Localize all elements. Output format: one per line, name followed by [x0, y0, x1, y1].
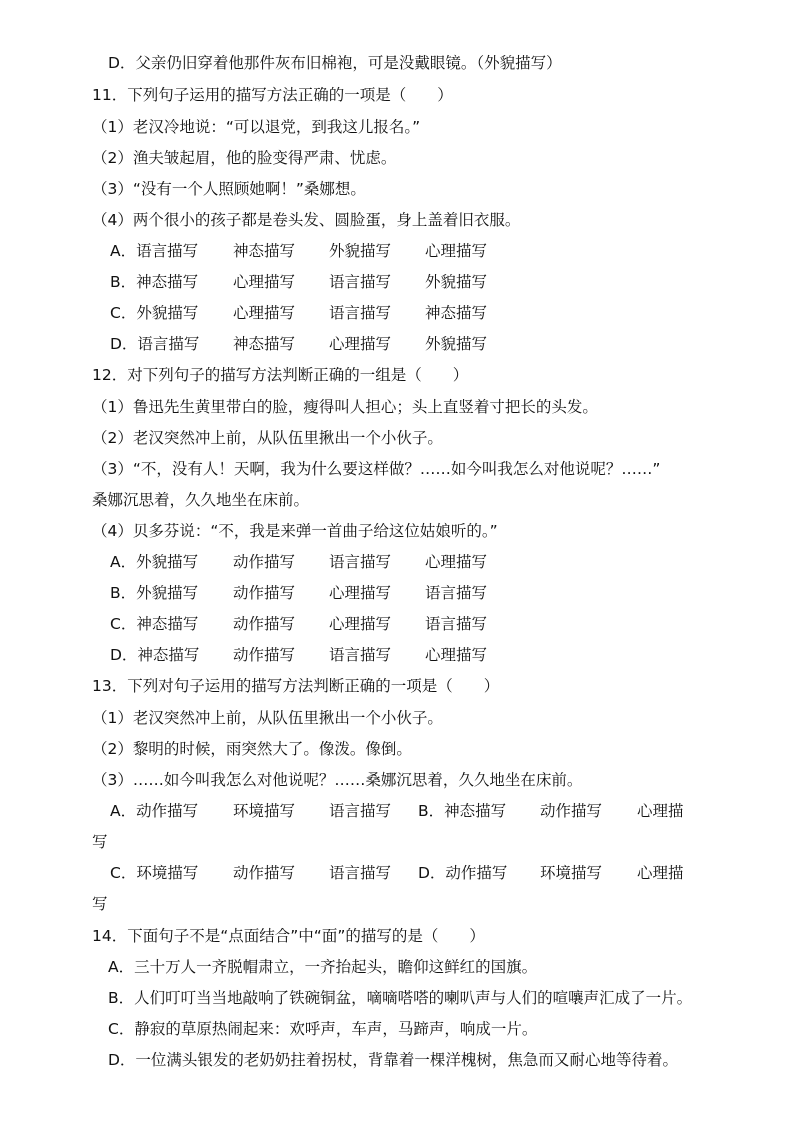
q13-sentence-1: （1）老汉突然冲上前，从队伍里揪出一个小伙子。 — [92, 709, 443, 727]
option-cell: C．外貌描写 — [110, 304, 199, 322]
question-11-stem: 11．下列句子运用的描写方法正确的一项是（ ） — [92, 86, 453, 104]
option-cell: 动作描写 — [540, 802, 603, 820]
option-cell: 语言描写 — [329, 646, 392, 664]
q12-sentence-3: （3）“不，没有人！天啊，我为什么要这样做？……如今叫我怎么对他说呢？……” — [92, 460, 661, 478]
option-cell: 语言描写 — [329, 553, 392, 571]
option-cell: C．环境描写 — [110, 864, 199, 882]
q11-sentence-1: （1）老汉冷地说：“可以退党，到我这儿报名。” — [92, 118, 421, 136]
question-12-stem: 12．对下列句子的描写方法判断正确的一组是（ ） — [92, 366, 469, 384]
option-cell: 语言描写 — [329, 304, 392, 322]
option-cell: 动作描写 — [233, 615, 296, 633]
q11-sentence-2: （2）渔夫皱起眉，他的脸变得严肃、忧虑。 — [92, 149, 397, 167]
option-cell: 外貌描写 — [329, 242, 392, 260]
q12-sentence-1: （1）鲁迅先生黄里带白的脸，瘦得叫人担心；头上直竖着寸把长的头发。 — [92, 398, 598, 416]
option-cell: 神态描写 — [233, 242, 296, 260]
option-cell: B．外貌描写 — [110, 584, 199, 602]
question-13-stem: 13．下列对句子运用的描写方法判断正确的一项是（ ） — [92, 677, 500, 695]
q14-option-a[interactable]: A．三十万人一齐脱帽肃立，一齐抬起头，瞻仰这鲜红的国旗。 — [108, 958, 538, 976]
option-cell: 环境描写 — [233, 802, 296, 820]
option-cell: C．神态描写 — [110, 615, 199, 633]
option-cell: 心理描写 — [329, 584, 392, 602]
option-cell: D．神态描写 — [110, 646, 200, 664]
option-wrap-text: 写 — [92, 895, 108, 913]
option-cell: 心理描写 — [233, 273, 296, 291]
q12-sentence-3-cont: 桑娜沉思着，久久地坐在床前。 — [92, 491, 310, 509]
option-cell: 语言描写 — [329, 802, 392, 820]
option-d-line: D．父亲仍旧穿着他那件灰布旧棉袍，可是没戴眼镜。（外貌描写） — [108, 54, 562, 72]
q12-sentence-4: （4）贝多芬说：“不，我是来弹一首曲子给这位姑娘听的。” — [92, 522, 498, 540]
option-cell: D．语言描写 — [110, 335, 200, 353]
option-cell: D．动作描写 — [418, 864, 508, 882]
option-cell: 语言描写 — [425, 615, 488, 633]
option-cell: A．动作描写 — [110, 802, 199, 820]
option-cell: 神态描写 — [425, 304, 488, 322]
question-14-stem: 14．下面句子不是“点面结合”中“面”的描写的是（ ） — [92, 927, 485, 945]
option-cell: 心理描 — [637, 802, 684, 820]
q14-option-b[interactable]: B．人们叮叮当当地敲响了铁碗铜盆，嘀嘀嗒嗒的喇叭声与人们的喧嚷声汇成了一片。 — [108, 989, 693, 1007]
option-cell: 外貌描写 — [425, 273, 488, 291]
option-cell: 语言描写 — [425, 584, 488, 602]
option-cell: 动作描写 — [233, 553, 296, 571]
q14-option-d[interactable]: D．一位满头银发的老奶奶拄着拐杖，背靠着一棵洋槐树，焦急而又耐心地等待着。 — [108, 1051, 678, 1069]
option-cell: 语言描写 — [329, 273, 392, 291]
q12-sentence-2: （2）老汉突然冲上前，从队伍里揪出一个小伙子。 — [92, 429, 443, 447]
option-cell: 心理描 — [637, 864, 684, 882]
q11-sentence-4: （4）两个很小的孩子都是卷头发、圆脸蛋，身上盖着旧衣服。 — [92, 211, 521, 229]
q13-sentence-2: （2）黎明的时候，雨突然大了。像泼。像倒。 — [92, 740, 412, 758]
option-cell: 环境描写 — [540, 864, 603, 882]
option-cell: A．外貌描写 — [110, 553, 199, 571]
q14-option-c[interactable]: C．静寂的草原热闹起来：欢呼声，车声，马蹄声，响成一片。 — [108, 1020, 538, 1038]
option-cell: 外貌描写 — [425, 335, 488, 353]
q13-sentence-3: （3）……如今叫我怎么对他说呢？……桑娜沉思着，久久地坐在床前。 — [92, 771, 583, 789]
option-cell: 心理描写 — [425, 646, 488, 664]
option-cell: 神态描写 — [233, 335, 296, 353]
option-cell: 动作描写 — [233, 864, 296, 882]
option-cell: 心理描写 — [425, 242, 488, 260]
option-cell: 动作描写 — [233, 584, 296, 602]
option-cell: B．神态描写 — [110, 273, 199, 291]
q11-sentence-3: （3）“没有一个人照顾她啊！”桑娜想。 — [92, 180, 366, 198]
option-cell: 心理描写 — [329, 615, 392, 633]
option-cell: B．神态描写 — [418, 802, 507, 820]
option-cell: A．语言描写 — [110, 242, 199, 260]
option-wrap-text: 写 — [92, 833, 108, 851]
option-cell: 动作描写 — [233, 646, 296, 664]
option-cell: 心理描写 — [233, 304, 296, 322]
option-cell: 心理描写 — [329, 335, 392, 353]
option-cell: 语言描写 — [329, 864, 392, 882]
option-cell: 心理描写 — [425, 553, 488, 571]
